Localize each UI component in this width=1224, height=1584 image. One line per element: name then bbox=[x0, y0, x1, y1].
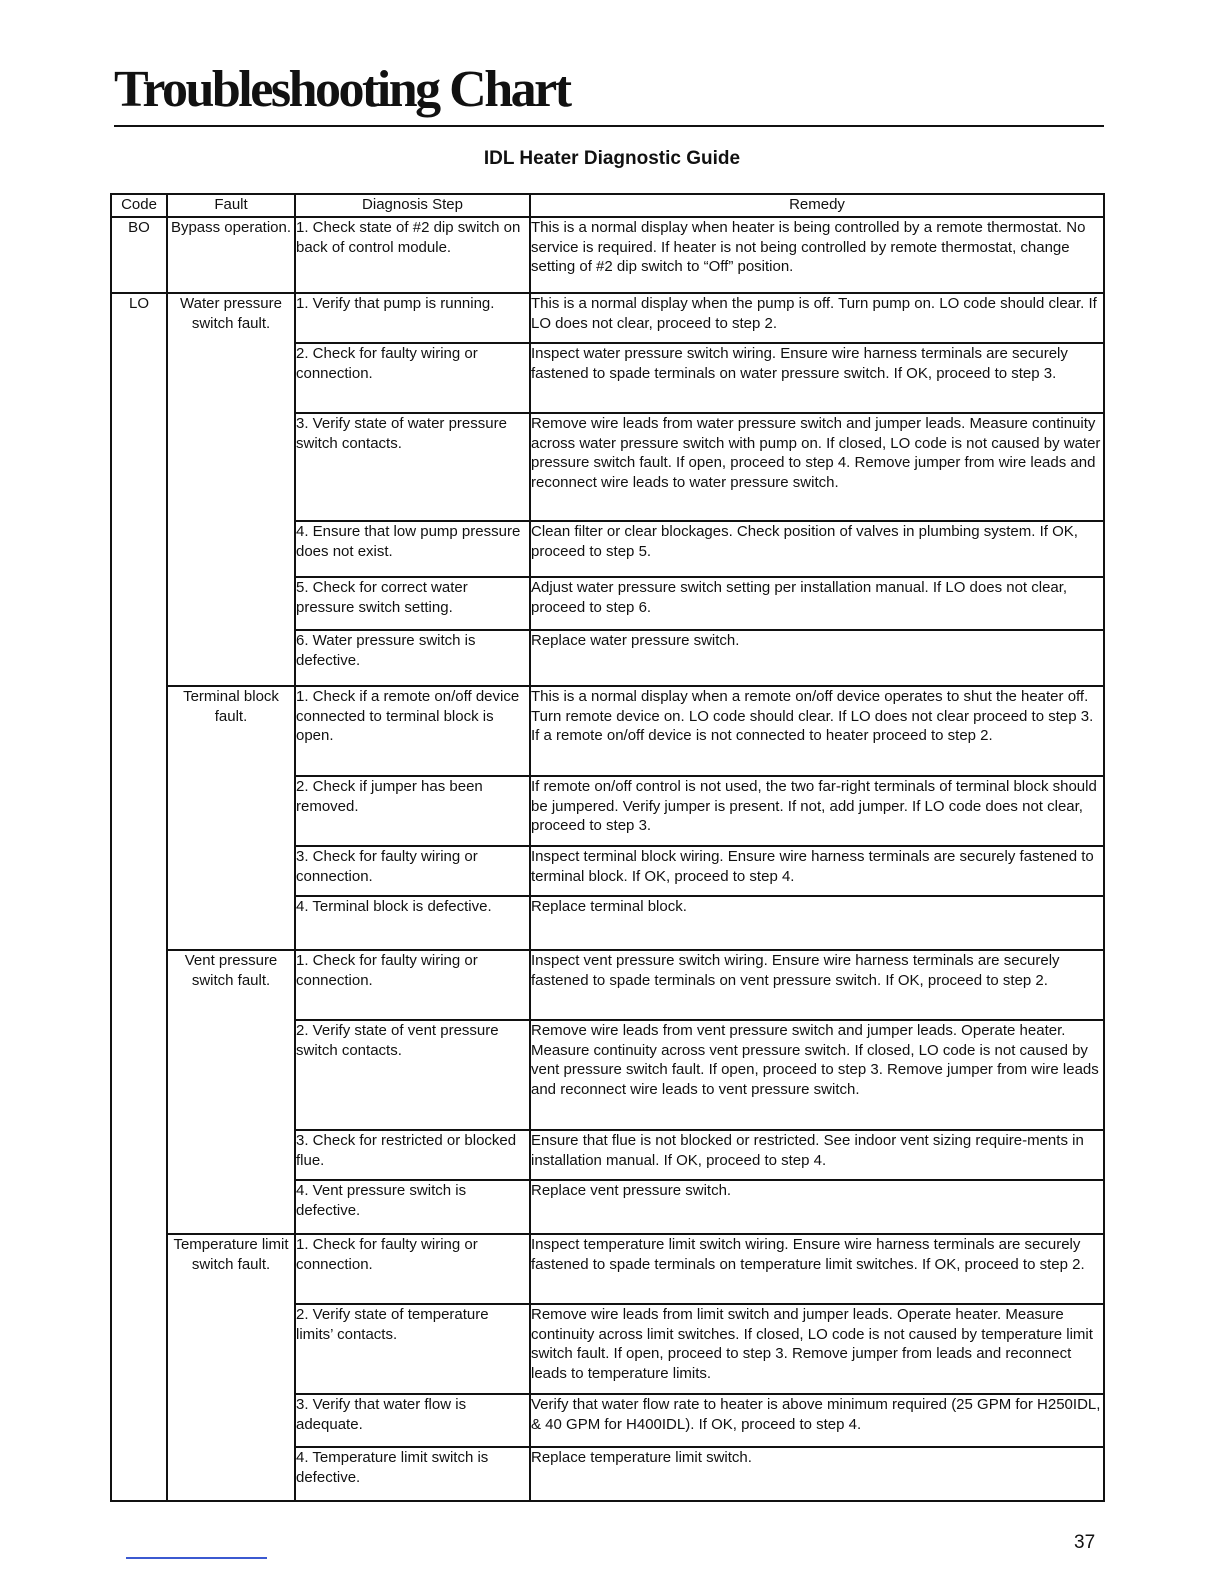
remedy: Inspect temperature limit switch wiring. Ensure wire harness terminals are securely fastened to spade terminals on temperature limit switches. If OK, proceed to step 2. bbox=[530, 1234, 1104, 1304]
header-remedy: Remedy bbox=[530, 194, 1104, 217]
fault-name: Bypass operation. bbox=[167, 217, 295, 293]
diagnosis-step: 5. Check for correct water pressure switch setting. bbox=[295, 577, 530, 630]
diagnosis-step: 3. Verify state of water pressure switch contacts. bbox=[295, 413, 530, 521]
table-header-row bbox=[111, 194, 1104, 217]
page-title: Troubleshooting Chart bbox=[114, 61, 570, 118]
header-code: Code bbox=[111, 194, 167, 217]
diagnosis-step: 3. Verify that water flow is adequate. bbox=[295, 1394, 530, 1447]
remedy: Remove wire leads from water pressure switch and jumper leads. Measure continuity across water pressure switch with pump on. If closed, LO code is not caused by water pressure switch fault. If open, proceed to step 4. Remove jumper from wire leads and reconnect wire leads to water pressure switch. bbox=[530, 413, 1104, 521]
remedy: Replace temperature limit switch. bbox=[530, 1447, 1104, 1501]
diagnosis-step: 2. Verify state of vent pressure switch contacts. bbox=[295, 1020, 530, 1130]
diagnosis-step: 1. Check if a remote on/off device connected to terminal block is open. bbox=[295, 686, 530, 776]
diagnosis-step: 4. Ensure that low pump pressure does not exist. bbox=[295, 521, 530, 577]
diagnosis-step: 1. Verify that pump is running. bbox=[295, 293, 530, 343]
table-subtitle: IDL Heater Diagnostic Guide bbox=[483, 148, 741, 169]
diagnosis-step: 3. Check for faulty wiring or connection. bbox=[295, 846, 530, 896]
diagnosis-step: 2. Check if jumper has been removed. bbox=[295, 776, 530, 846]
header-fault: Fault bbox=[167, 194, 295, 217]
table-row bbox=[111, 217, 1104, 293]
footer-line bbox=[126, 1557, 267, 1559]
remedy: This is a normal display when heater is being controlled by a remote thermostat. No service is required. If heater is not being controlled by remote thermostat, change setting of #2 dip switch to “Off” position. bbox=[530, 217, 1104, 293]
diagnostic-table bbox=[110, 193, 1105, 1502]
fault-name: Terminal block fault. bbox=[167, 686, 295, 950]
fault-code: LO bbox=[111, 293, 167, 1501]
remedy: Inspect vent pressure switch wiring. Ensure wire harness terminals are securely fastened to spade terminals on vent pressure switch. If OK, proceed to step 2. bbox=[530, 950, 1104, 1020]
diagnosis-step: 4. Terminal block is defective. bbox=[295, 896, 530, 950]
diagnosis-step: 4. Vent pressure switch is defective. bbox=[295, 1180, 530, 1234]
fault-name: Water pressure switch fault. bbox=[167, 293, 295, 686]
remedy: Replace terminal block. bbox=[530, 896, 1104, 950]
remedy: This is a normal display when the pump is off. Turn pump on. LO code should clear. If LO does not clear, proceed to step 2. bbox=[530, 293, 1104, 343]
remedy: Replace vent pressure switch. bbox=[530, 1180, 1104, 1234]
diagnosis-step: 1. Check for faulty wiring or connection. bbox=[295, 1234, 530, 1304]
remedy: Adjust water pressure switch setting per installation manual. If LO does not clear, proceed to step 6. bbox=[530, 577, 1104, 630]
diagnosis-step: 3. Check for restricted or blocked flue. bbox=[295, 1130, 530, 1180]
diagnosis-step: 2. Verify state of temperature limits’ contacts. bbox=[295, 1304, 530, 1394]
remedy: Ensure that flue is not blocked or restricted. See indoor vent sizing require-ments in installation manual. If OK, proceed to step 4. bbox=[530, 1130, 1104, 1180]
fault-name: Vent pressure switch fault. bbox=[167, 950, 295, 1234]
remedy: Verify that water flow rate to heater is above minimum required (25 GPM for H250IDL, & 40 GPM for H400IDL). If OK, proceed to step 4. bbox=[530, 1394, 1104, 1447]
diagnosis-step: 1. Check state of #2 dip switch on back of control module. bbox=[295, 217, 530, 293]
table-row bbox=[111, 293, 1104, 343]
remedy: Replace water pressure switch. bbox=[530, 630, 1104, 686]
remedy: This is a normal display when a remote on/off device operates to shut the heater off. Turn remote device on. LO code should clear. If LO does not clear proceed to step 3. If a remote on/off device is not connected to heater proceed to step 2. bbox=[530, 686, 1104, 776]
remedy: If remote on/off control is not used, the two far-right terminals of terminal block should be jumpered. Verify jumper is present. If not, add jumper. If LO code does not clear, proceed to step 3. bbox=[530, 776, 1104, 846]
fault-name: Temperature limit switch fault. bbox=[167, 1234, 295, 1501]
diagnosis-step: 2. Check for faulty wiring or connection. bbox=[295, 343, 530, 413]
remedy: Inspect terminal block wiring. Ensure wire harness terminals are securely fastened to terminal block. If OK, proceed to step 4. bbox=[530, 846, 1104, 896]
table-row bbox=[111, 1234, 1104, 1304]
remedy: Remove wire leads from vent pressure switch and jumper leads. Operate heater. Measure continuity across vent pressure switch. If closed, LO code is not caused by vent pressure switch fault. If open, proceed to step 3. Remove jumper from wire leads and reconnect wire leads to vent pressure switch. bbox=[530, 1020, 1104, 1130]
table-body bbox=[111, 217, 1104, 1501]
fault-code: BO bbox=[111, 217, 167, 293]
page-number: 37 bbox=[1074, 1532, 1096, 1553]
remedy: Clean filter or clear blockages. Check position of valves in plumbing system. If OK, proceed to step 5. bbox=[530, 521, 1104, 577]
diagnosis-step: 4. Temperature limit switch is defective. bbox=[295, 1447, 530, 1501]
remedy: Remove wire leads from limit switch and jumper leads. Operate heater. Measure continuity across limit switches. If closed, LO code is not caused by temperature limit switch fault. If open, proceed to step 3. Remove jumper from leads and reconnect leads to temperature limits. bbox=[530, 1304, 1104, 1394]
remedy: Inspect water pressure switch wiring. Ensure wire harness terminals are securely fastened to spade terminals on water pressure switch. If OK, proceed to step 3. bbox=[530, 343, 1104, 413]
diagnosis-step: 6. Water pressure switch is defective. bbox=[295, 630, 530, 686]
diagnosis-step: 1. Check for faulty wiring or connection. bbox=[295, 950, 530, 1020]
table-row bbox=[111, 950, 1104, 1020]
header-diagnosis-step: Diagnosis Step bbox=[295, 194, 530, 217]
title-rule bbox=[114, 125, 1104, 127]
table-row bbox=[111, 686, 1104, 776]
